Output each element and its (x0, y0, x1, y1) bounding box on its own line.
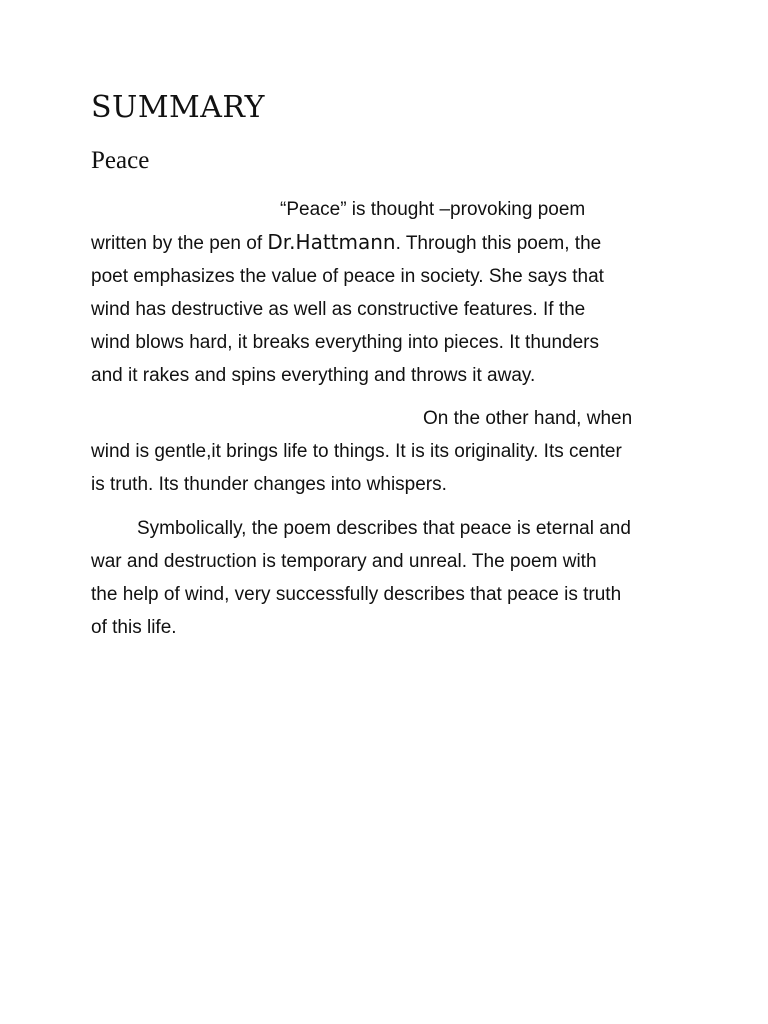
document-heading: SUMMARY (91, 90, 265, 125)
paragraph-1-line-1: “Peace” is thought –provoking poem (280, 199, 586, 220)
poem-title: Peace (91, 147, 150, 174)
paragraph-1-line-3: poet emphasizes the value of peace in society. She says that (91, 266, 604, 287)
paragraph-3-line-4: of this life. (91, 617, 177, 638)
paragraph-1-line-5: wind blows hard, it breaks everything into pieces. It thunders (91, 332, 599, 353)
paragraph-3-line-3: the help of wind, very successfully describes that peace is truth (91, 584, 622, 605)
paragraph-1-line-4: wind has destructive as well as constructive features. If the (91, 299, 586, 320)
author-intro-text: written by the pen of (91, 233, 263, 254)
author-name: Dr.Hattmann (267, 230, 396, 254)
paragraph-2 (91, 402, 681, 501)
paragraph-2-line-3: is truth. Its thunder changes into whispers. (91, 474, 447, 495)
paragraph-1-line-2 (91, 226, 681, 260)
paragraph-1 (91, 193, 681, 392)
paragraph-3 (91, 512, 681, 644)
paragraph-1-line-6: and it rakes and spins everything and throws it away. (91, 365, 536, 386)
author-followup-text: . Through this poem, the (395, 233, 602, 254)
paragraph-3-line-2: war and destruction is temporary and unreal. The poem with (91, 551, 597, 572)
paragraph-2-line-1: On the other hand, when (423, 408, 633, 429)
paragraph-2-line-2: wind is gentle,it brings life to things. It is its originality. Its center (91, 441, 622, 462)
paragraph-3-line-1: Symbolically, the poem describes that peace is eternal and (137, 518, 631, 539)
